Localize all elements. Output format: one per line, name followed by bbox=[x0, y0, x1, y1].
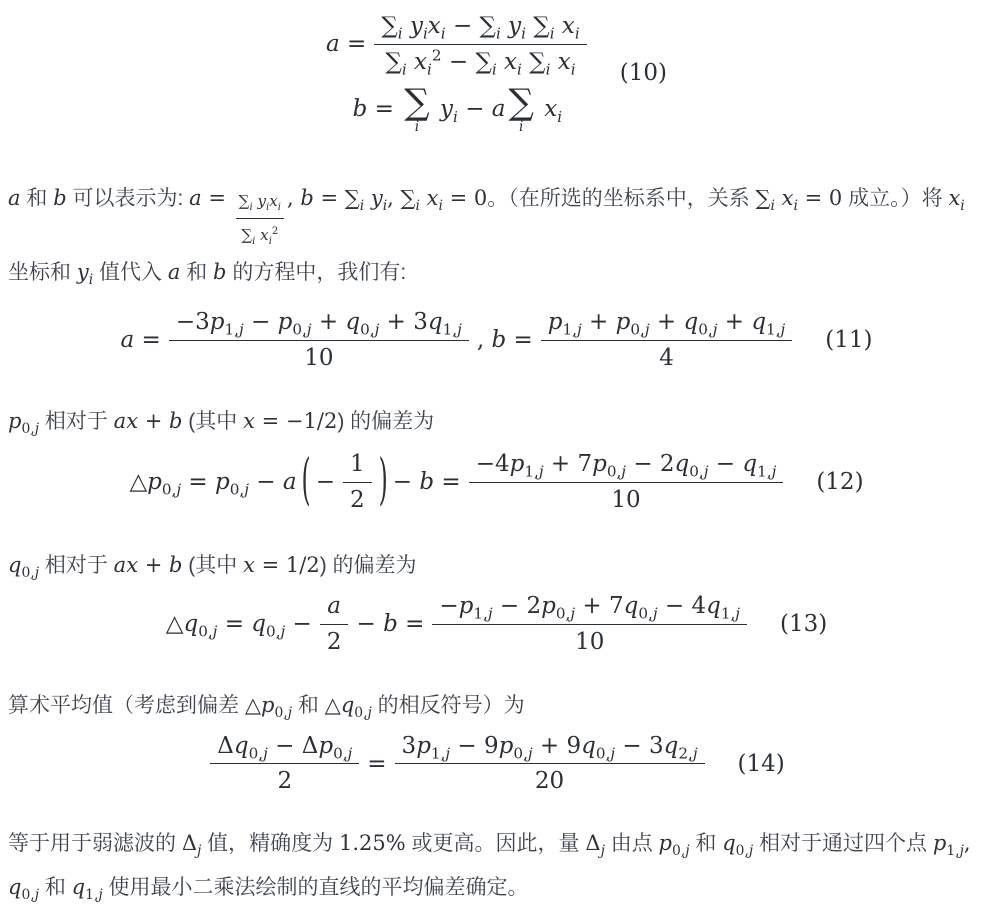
eq13-lhs: $\triangle q_{0,j} = q_{0,j}$ − bbox=[165, 610, 312, 641]
paragraph-p0j-deviation: $p_{0,j}$ 相对于 ax + b (其中 x = −1/2) 的偏差为 bbox=[8, 409, 435, 438]
eq11-fraction-b-numerator: $p_{1,j} + p_{0,j} + q_{0,j} + q_{1,j}$ bbox=[541, 308, 792, 341]
equation-10-body bbox=[323, 12, 592, 135]
eq12-result-fraction bbox=[469, 450, 784, 515]
eq10-fraction bbox=[374, 12, 586, 77]
eq11-fraction-b bbox=[541, 308, 792, 373]
eq12-mid: − b = bbox=[392, 468, 461, 495]
eq12-result-denominator: 10 bbox=[611, 486, 641, 513]
equation-tag-11: (11) bbox=[825, 326, 873, 353]
equation-10-line1 bbox=[323, 12, 592, 77]
eq12-result-numerator: $-4p_{1,j} + 7p_{0,j} - 2q_{0,j} - q_{1,j}$ bbox=[469, 450, 784, 483]
eq11-lhs: a = bbox=[120, 326, 161, 353]
paragraph-q0j-deviation: $q_{0,j}$ 相对于 ax + b (其中 x = 1/2) 的偏差为 bbox=[8, 553, 417, 582]
paragraph-arithmetic-mean: 算术平均值（考虑到偏差 $\triangle p_{0,j}$ 和 $\triangle q_{0,j}$ 的相反符号）为 bbox=[8, 693, 525, 722]
eq10-fraction-denominator: $\sum_i$ $x_i^2 - \sum_i$ $x_i$ $\sum_i$ $x_i$ bbox=[385, 46, 576, 79]
eq11-fraction-a bbox=[169, 308, 469, 373]
eq12-minus: − bbox=[315, 468, 335, 495]
eq13-result-numerator: $-p_{1,j} - 2p_{0,j} + 7q_{0,j} - 4q_{1,j}$ bbox=[432, 592, 747, 625]
equation-tag-10: (10) bbox=[619, 60, 667, 87]
eq11-fraction-b-denominator: 4 bbox=[659, 344, 674, 371]
eq13-result-denominator: 10 bbox=[575, 628, 605, 655]
equation-10-line2: b = ∑ i $y_i - a$ ∑ i $x_i$ bbox=[352, 81, 563, 136]
equation-14 bbox=[8, 732, 982, 797]
equation-tag-14: (14) bbox=[737, 750, 785, 777]
equation-10 bbox=[8, 12, 982, 135]
eq13-a-numerator: a bbox=[320, 592, 348, 625]
eq10-lhs: a = bbox=[326, 30, 367, 57]
eq11-fraction-a-denominator: 10 bbox=[304, 344, 334, 371]
equation-13 bbox=[8, 592, 982, 657]
eq14-right-denominator: 20 bbox=[534, 768, 565, 795]
equation-tag-13: (13) bbox=[780, 610, 828, 637]
equation-12 bbox=[8, 446, 982, 515]
left-parenthesis: ( bbox=[301, 446, 311, 513]
eq12-half-numerator: 1 bbox=[343, 450, 372, 483]
eq13-a-denominator: 2 bbox=[326, 628, 342, 655]
eq14-left-denominator: 2 bbox=[277, 768, 293, 795]
eq13-mid: − b = bbox=[356, 610, 425, 637]
eq14-right-fraction bbox=[395, 732, 705, 797]
eq13-a-over-2-fraction bbox=[320, 592, 349, 657]
eq11-mid: , b = bbox=[476, 326, 533, 353]
equation-11 bbox=[8, 308, 982, 373]
eq14-equals: = bbox=[367, 750, 387, 777]
equation-tag-12: (12) bbox=[816, 468, 864, 495]
eq12-half-denominator: 2 bbox=[349, 486, 365, 513]
eq12-lhs: $\triangle p_{0,j} = p_{0,j} - a$ bbox=[129, 468, 297, 499]
eq13-result-fraction bbox=[432, 592, 747, 657]
eq14-left-fraction bbox=[210, 732, 359, 797]
eq11-fraction-a-numerator: $-3p_{1,j} - p_{0,j} + q_{0,j} + 3q_{1,j}$ bbox=[169, 308, 469, 341]
paragraph-conclusion-delta-j: 等于用于弱滤波的 $\Delta_j$ 值，精确度为 1.25% 或更高。因此，量 $\Delta_j$ 由点 $p_{0,j}$ 和 $q_{0,j}$ 相对于通过四个点 $p_{1,j}$, $q_{0,j}$ 和 $q_{1,j}$ 使用最小二乘法绘制的直线的平均偏差确定。 bbox=[8, 831, 971, 903]
eq14-right-numerator: $3p_{1,j} - 9p_{0,j} + 9q_{0,j} - 3q_{2,j}$ bbox=[395, 732, 705, 765]
eq14-left-numerator: $\Delta q_{0,j} - \Delta p_{0,j}$ bbox=[210, 732, 359, 765]
paragraph-a-b-expressed-as: a 和 b 可以表示为: a = $\frac{\sum_i y_ix_i}{\sum_i x_i^2}$ , $b = \sum_i$ $y_i$, $\sum_i$ $x_i = 0$。（在所选的坐标系中，关系 $\sum_i$ $x_i = 0$ 成立。）将 $x_i$ 坐标和 $y_i$ 值代入 a 和 b 的方程中，我们有: bbox=[8, 185, 965, 288]
eq12-half-fraction bbox=[343, 450, 372, 515]
right-parenthesis: ) bbox=[378, 446, 388, 513]
eq10-fraction-numerator: $\sum_i$ $y_ix_i - \sum_i$ $y_i$ $\sum_i$ $x_i$ bbox=[374, 12, 586, 45]
